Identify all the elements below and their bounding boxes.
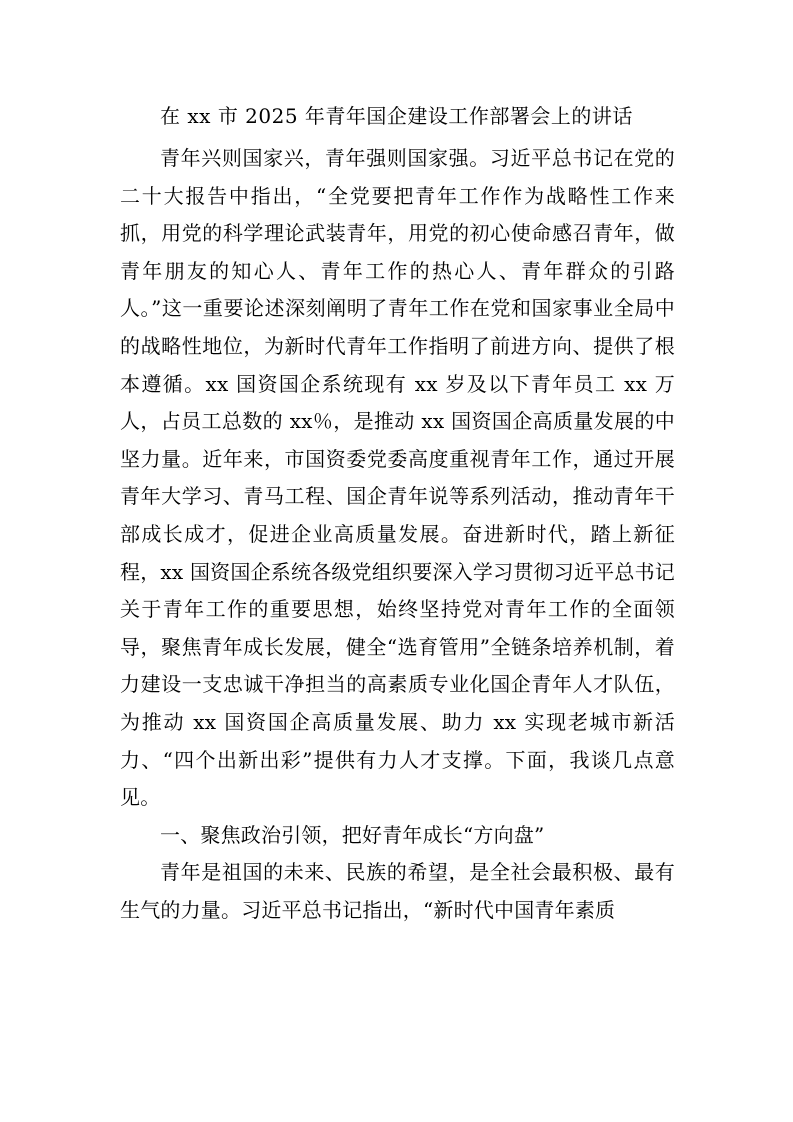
section-heading: 一、聚焦政治引领，把好青年成长“方向盘”	[160, 822, 545, 847]
document-title: 在 xx 市 2025 年青年国企建设工作部署会上的讲话	[160, 104, 633, 128]
section-paragraph: 青年是祖国的未来、民族的希望，是全社会最积极、最有生气的力量。习近平总书记指出，“新时代中国青年素质	[120, 860, 675, 922]
document-body	[120, 140, 675, 929]
intro-paragraph: 青年兴则国家兴，青年强则国家强。习近平总书记在党的二十大报告中指出，“全党要把青年工作作为战略性工作来抓，用党的科学理论武装青年，用党的初心使命感召青年，做青年朋友的知心人、青年工作的热心人、青年群众的引路人。”这一重要论述深刻阐明了青年工作在党和国家事业全局中的战略性地位，为新时代青年工作指明了前进方向、提供了根本遵循。xx 国资国企系统现有 xx 岁及以下青年员工 xx 万人，占员工总数的 xx％，是推动 xx 国资国企高质量发展的中坚力量。近年来，市国资委党委高度重视青年工作，通过开展青年大学习、青马工程、国企青年说等系列活动，推动青年干部成长成才，促进企业高质量发展。奋进新时代，踏上新征程，xx 国资国企系统各级党组织要深入学习贯彻习近平总书记关于青年工作的重要思想，始终坚持党对青年工作的全面领导，聚焦青年成长发展，健全“选育管用”全链条培养机制，着力建设一支忠诚干净担当的高素质专业化国企青年人才队伍，为推动 xx 国资国企高质量发展、助力 xx 实现老城市新活力、“四个出新出彩”提供有力人才支撑。下面，我谈几点意见。	[120, 146, 675, 810]
